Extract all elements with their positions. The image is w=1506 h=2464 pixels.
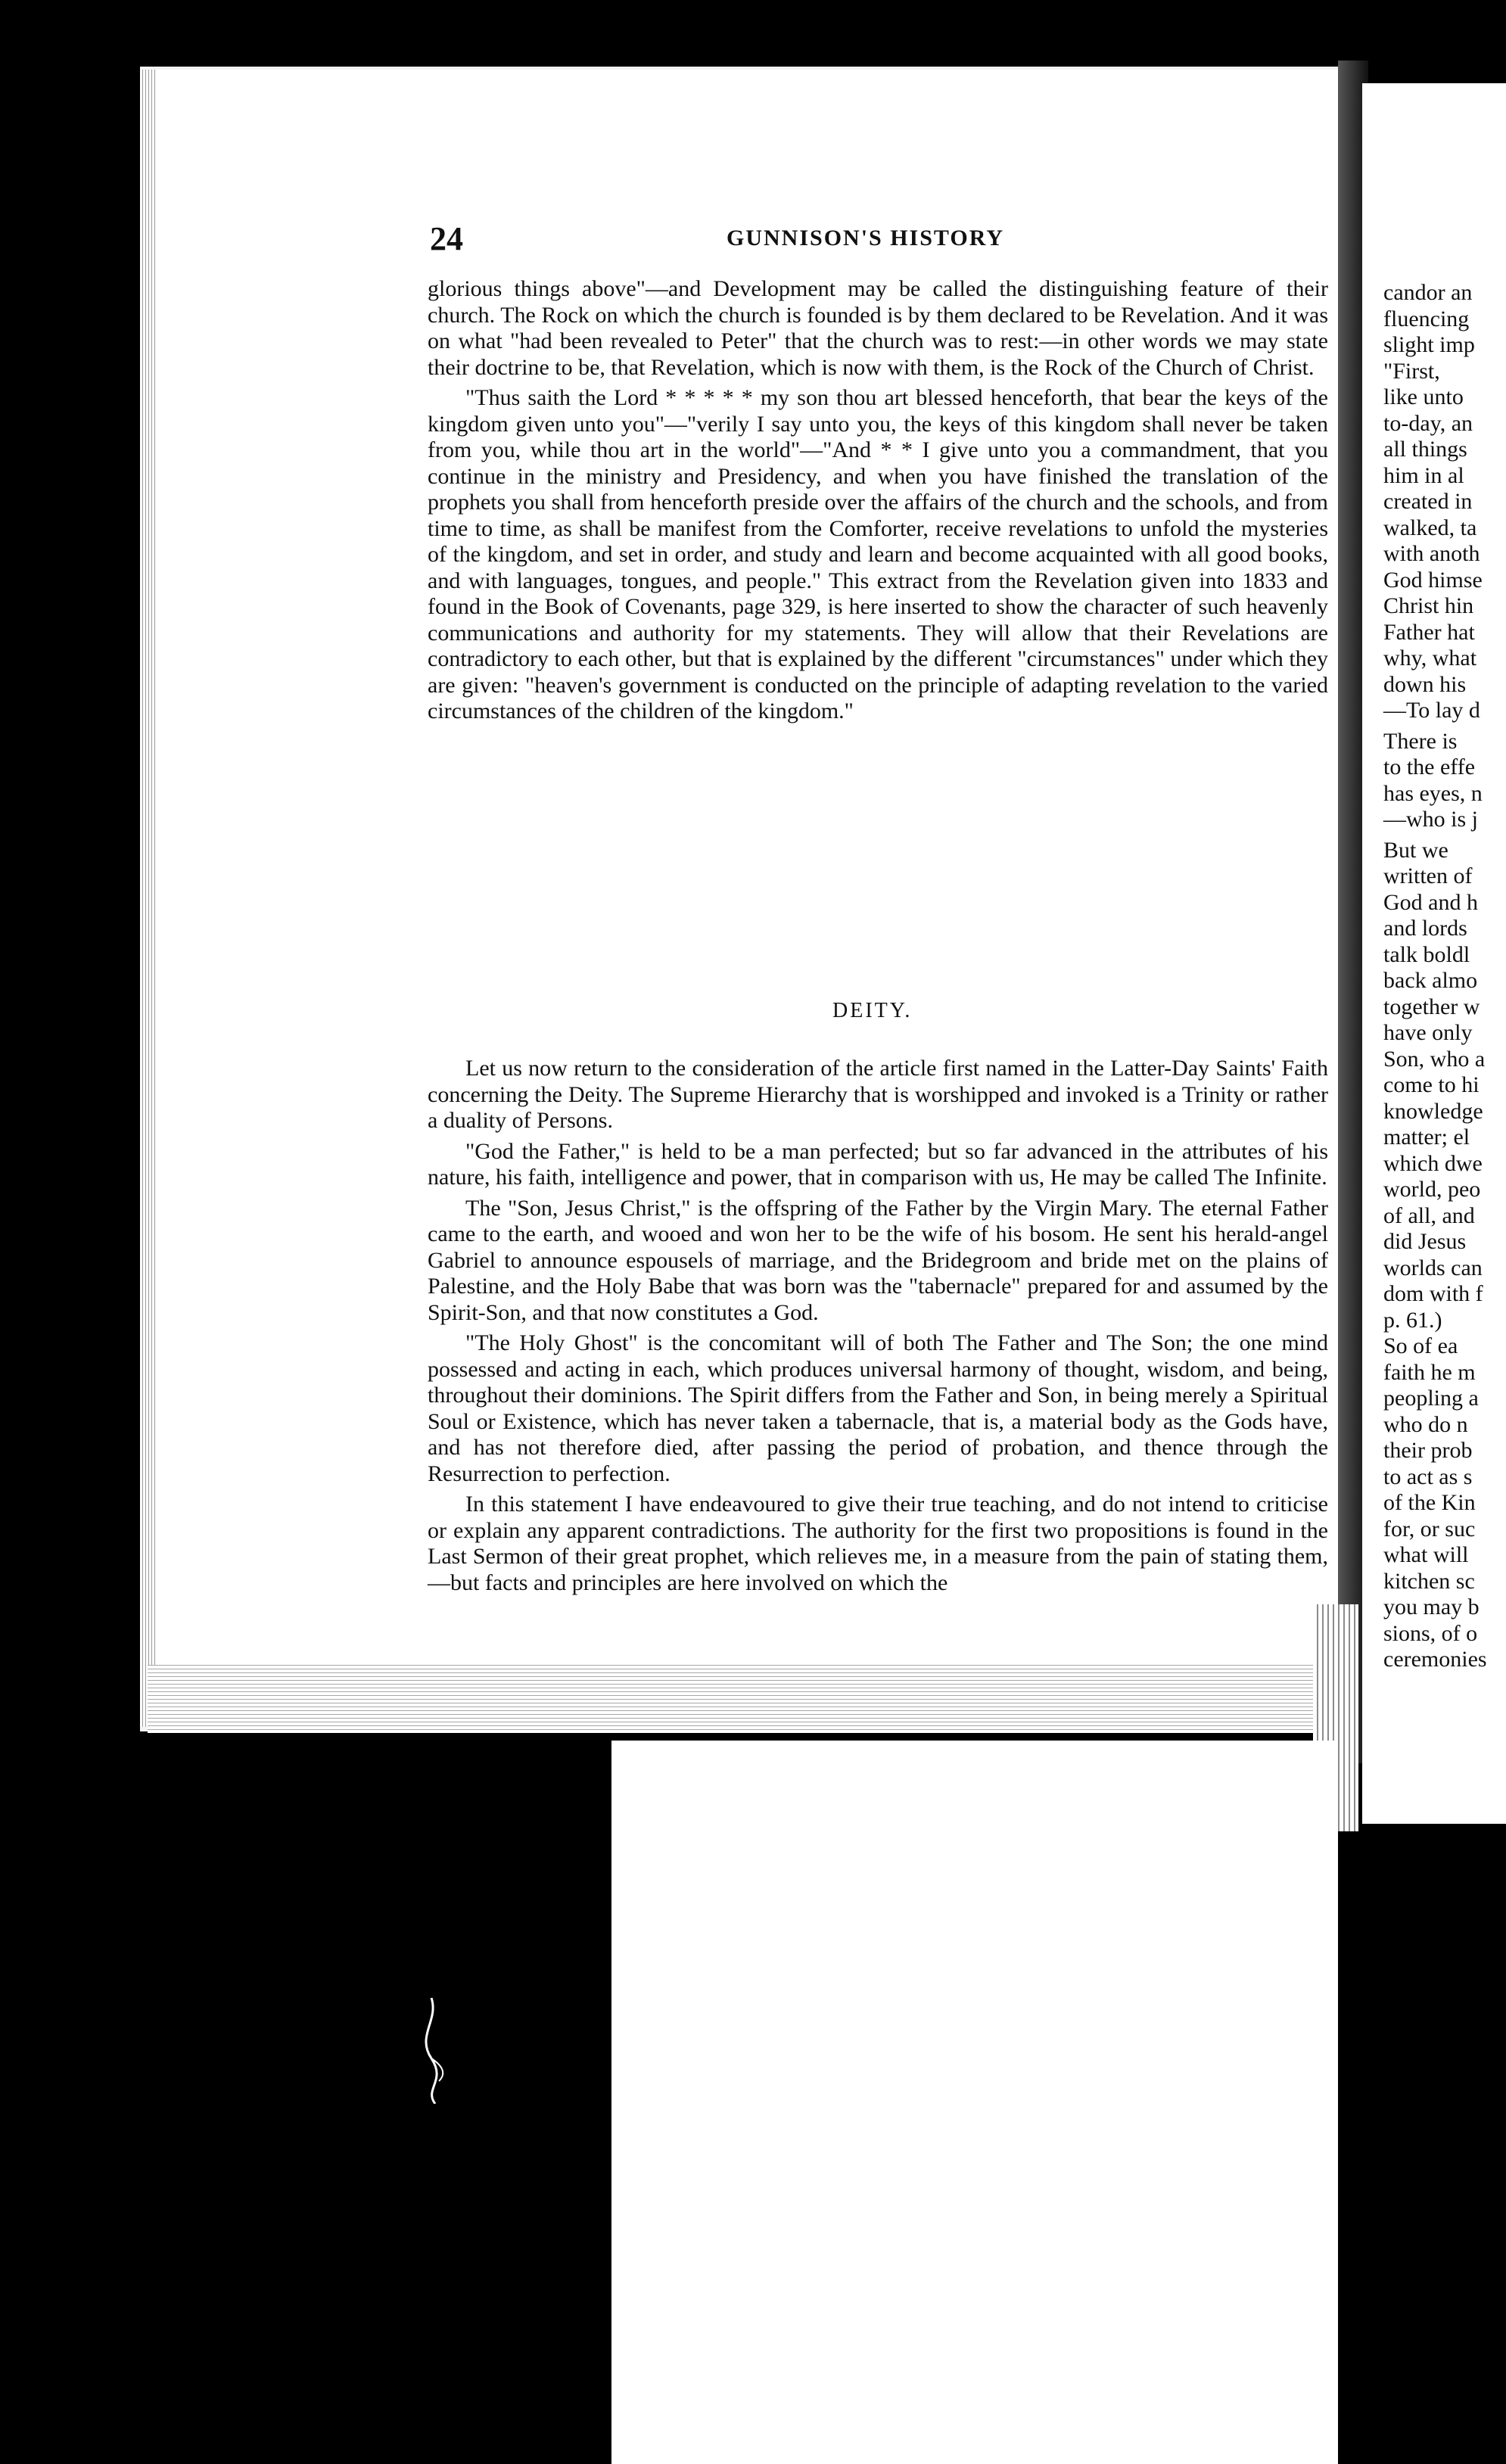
right-page-line: Father hat [1383, 619, 1475, 645]
right-page-line: —who is j [1383, 807, 1479, 832]
right-page-line: Christ hin [1383, 593, 1474, 618]
right-page-line: which dwe [1383, 1150, 1483, 1176]
right-page-line: what will [1383, 1542, 1469, 1567]
right-page-line: who do n [1383, 1411, 1468, 1437]
right-page-line: But we [1383, 837, 1448, 863]
right-page-line: peopling a [1383, 1386, 1479, 1411]
paragraph: The "Son, Jesus Christ," is the offspring of the Father by the Virgin Mary. The eternal Father came to the earth, and wooed and won her to be the wife of his bosom. He sent his herald-angel Gabriel to announce espousels of marriage, and the Bridegroom and bride met on the plains of Palestine, and the Holy Babe that was born was the "tabernacle" prepared for and assumed by the Spirit-Son, and that now constitutes a God. [428, 1195, 1328, 1325]
right-page-line: back almo [1383, 968, 1478, 993]
right-page-line: ceremonies [1383, 1647, 1487, 1672]
right-page-line: "First, [1383, 358, 1440, 384]
paragraph: Let us now return to the consideration of the article first named in the Latter-Day Saints' Faith concerning the Deity. The Supreme Hierarchy that is worshipped and invoked is a Trinity or rather a duality of Persons. [428, 1056, 1328, 1133]
right-page-line: There is [1383, 728, 1458, 754]
paragraph: "The Holy Ghost" is the concomitant will of both The Father and The Son; the one mind possessed and acting in each, which produces universal harmony of thought, wisdom, and being, throughout their dominions. The Spirit differs from the Father and Son, in being merely a Spiritual Soul or Existence, which has never taken a tabernacle, that is, a material body as the Gods have, and has not therefore died, after passing the period of probation, and thence through the Resurrection to perfection. [428, 1330, 1328, 1486]
right-page-line: sions, of o [1383, 1620, 1478, 1646]
right-page-line: Son, who a [1383, 1046, 1486, 1072]
right-page-line: have only [1383, 1020, 1473, 1045]
right-page-line: him in al [1383, 462, 1464, 488]
right-page-line: created in [1383, 489, 1473, 514]
right-page-line: slight imp [1383, 332, 1475, 357]
paragraph: "God the Father," is held to be a man perfected; but so far advanced in the attributes of his nature, his faith, intelligence and power, that in comparison with us, He may be called The Infinite. [428, 1138, 1328, 1190]
paragraph: In this statement I have endeavoured to give their true teaching, and do not intend to criticise or explain any apparent contradictions. The authority for the first two propositions is found in the Last Sermon of their great prophet, which relieves me, in a measure from the pain of stating them,—but facts and principles are here involved on which the [428, 1492, 1328, 1595]
right-page-line: to act as s [1383, 1464, 1473, 1489]
right-page-line: with anoth [1383, 541, 1480, 566]
right-page-line: kitchen sc [1383, 1568, 1475, 1594]
right-page-line: has eyes, n [1383, 780, 1483, 806]
right-page-line: So of ea [1383, 1333, 1458, 1358]
right-page-line: —To lay d [1383, 698, 1480, 723]
section-heading: DEITY. [832, 999, 913, 1022]
right-page-line: to-day, an [1383, 410, 1473, 436]
right-page-line: written of [1383, 863, 1473, 888]
right-page-line: candor an [1383, 280, 1473, 305]
right-page-fragment [1362, 83, 1506, 1824]
right-page-line: walked, ta [1383, 515, 1477, 540]
right-page-line: down his [1383, 671, 1467, 697]
right-page-line: p. 61.) [1383, 1307, 1442, 1333]
right-page-line: together w [1383, 994, 1480, 1019]
right-page-line: God and h [1383, 889, 1478, 915]
right-page-line: worlds can [1383, 1255, 1483, 1280]
right-page-line: talk boldl [1383, 941, 1470, 967]
page-number: 24 [430, 220, 463, 257]
right-page-line: God himse [1383, 567, 1483, 593]
right-page-line: all things [1383, 437, 1467, 462]
right-page-line: matter; el [1383, 1125, 1470, 1150]
body-text-deity [428, 1056, 1328, 1596]
right-page-line: faith he m [1383, 1359, 1476, 1385]
right-page-line: did Jesus [1383, 1229, 1467, 1254]
right-page-line: of the Kin [1383, 1490, 1476, 1515]
paragraph: glorious things above"—and Development may be called the distinguishing feature of their church. The Rock on which the church is founded is by them declared to be Revelation. And it was on what "had been revealed to Peter" that the church was to rest:—in other words we may state their doctrine to be, that Revelation, which is now with them, is the Rock of the Church of Christ. [428, 276, 1328, 380]
right-page-line: dom with f [1383, 1281, 1483, 1306]
right-page-line: and lords [1383, 916, 1467, 941]
right-page-line: to the effe [1383, 754, 1476, 779]
right-page-line: fluencing [1383, 306, 1470, 331]
body-text-top [428, 276, 1328, 725]
paragraph: "Thus saith the Lord * * * * * my son thou art blessed henceforth, that bear the keys of the kingdom given unto you"—"verily I say unto you, the keys of this kingdom shall never be taken from you, while thou art in the world"—"And * * I give unto you a commandment, that you continue in the ministry and Presidency, and when you have finished the translation of the prophets you shall from henceforth preside over the affairs of the church and the schools, and from time to time, as shall be manifest from the Comforter, receive revelations to unfold the mysteries of the kingdom, and set in order, and study and learn and become acquainted with all good books, and with languages, tongues, and people." This extract from the Revelation given into 1833 and found in the Book of Covenants, page 329, is here inserted to show the character of such heavenly communications and authority for my statements. They will allow that their Revelations are contradictory to each other, but that is explained by the different "circumstances" under which they are given: "heaven's government is conducted on the principle of adapting revelation to the varied circumstances of the children of the kingdom." [428, 385, 1328, 723]
right-page-line: knowledge [1383, 1098, 1483, 1124]
page-edges-left [140, 70, 157, 1727]
right-page-line: like unto [1383, 384, 1464, 409]
right-page-line: come to hi [1383, 1072, 1480, 1097]
right-page-line: their prob [1383, 1438, 1473, 1463]
bookmark-slip [611, 1741, 1338, 2464]
running-head: GUNNISON'S HISTORY [727, 226, 1004, 250]
right-page-line: world, peo [1383, 1177, 1481, 1202]
right-page-line: why, what [1383, 646, 1477, 670]
page-edges-bottom [148, 1665, 1347, 1733]
right-page-line: for, or suc [1383, 1516, 1476, 1542]
right-page-line: of all, and [1383, 1202, 1475, 1228]
right-page-line: you may b [1383, 1594, 1480, 1619]
string-fiber-icon [409, 1998, 454, 2104]
